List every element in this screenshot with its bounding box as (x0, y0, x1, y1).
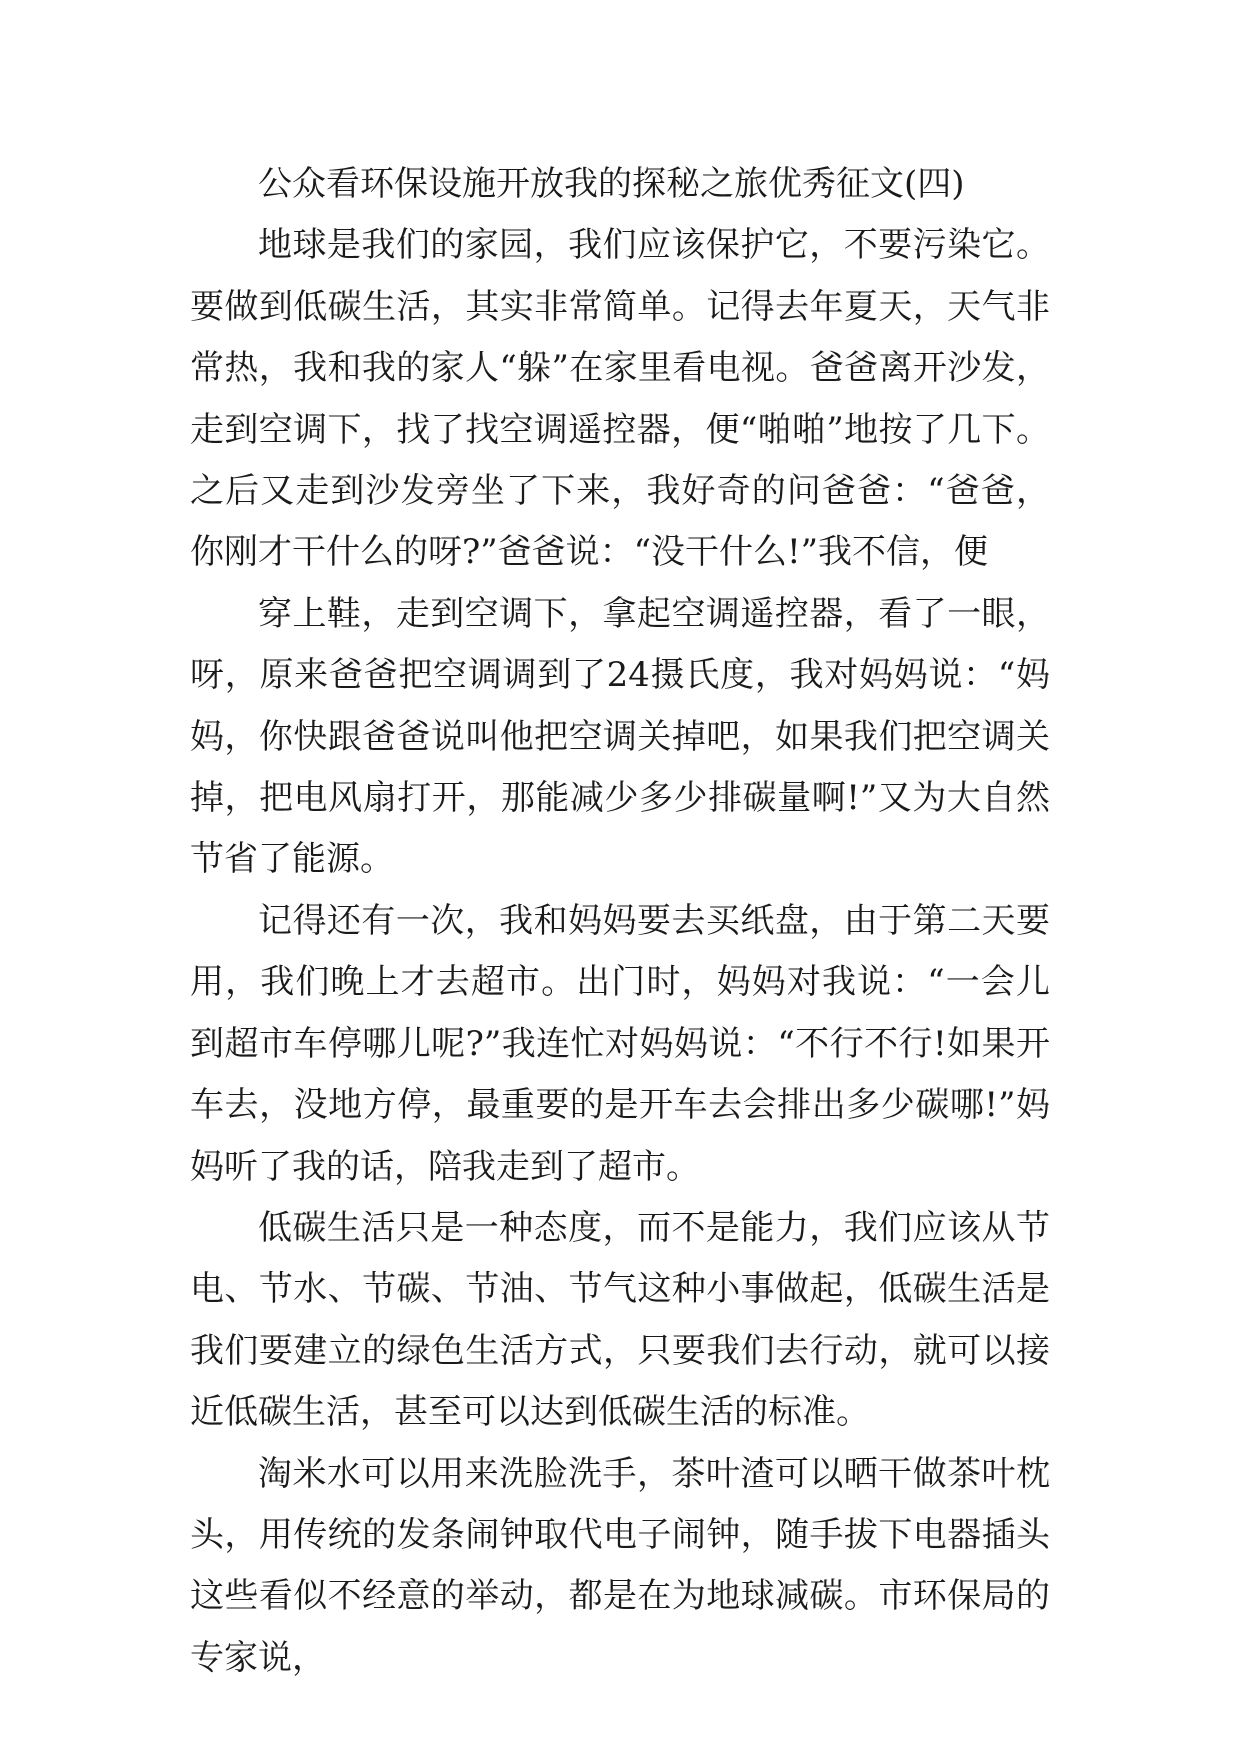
paragraph-2: 穿上鞋，走到空调下，拿起空调遥控器，看了一眼，呀，原来爸爸把空调调到了24摄氏度，我对妈妈说：“妈妈，你快跟爸爸说叫他把空调关掉吧，如果我们把空调关掉，把电风扇打开，那能减少多少排碳量啊!”又为大自然节省了能源。 (190, 593, 1050, 880)
document-body (190, 154, 1050, 1689)
paragraph-5: 淘米水可以用来洗脸洗手，茶叶渣可以晒干做茶叶枕头，用传统的发条闹钟取代电子闹钟，随手拔下电器插头这些看似不经意的举动，都是在为地球减碳。市环保局的专家说， (190, 1453, 1050, 1678)
document-title: 公众看环保设施开放我的探秘之旅优秀征文(四) (258, 164, 965, 204)
paragraph-1: 地球是我们的家园，我们应该保护它，不要污染它。要做到低碳生活，其实非常简单。记得去年夏天，天气非常热，我和我的家人“躲”在家里看电视。爸爸离开沙发，走到空调下，找了找空调遥控器，便“啪啪”地按了几下。之后又走到沙发旁坐了下来，我好奇的问爸爸：“爸爸，你刚才干什么的呀?”爸爸说：“没干什么!”我不信，便 (190, 225, 1050, 573)
paragraph-4: 低碳生活只是一种态度，而不是能力，我们应该从节电、节水、节碳、节油、节气这种小事做起，低碳生活是我们要建立的绿色生活方式，只要我们去行动，就可以接近低碳生活，甚至可以达到低碳生活的标准。 (190, 1207, 1050, 1433)
paragraph-3: 记得还有一次，我和妈妈要去买纸盘，由于第二天要用，我们晚上才去超市。出门时，妈妈对我说：“一会儿到超市车停哪儿呢?”我连忙对妈妈说：“不行不行!如果开车去，没地方停，最重要的是开车去会排出多少碳哪!”妈妈听了我的话，陪我走到了超市。 (190, 900, 1050, 1187)
